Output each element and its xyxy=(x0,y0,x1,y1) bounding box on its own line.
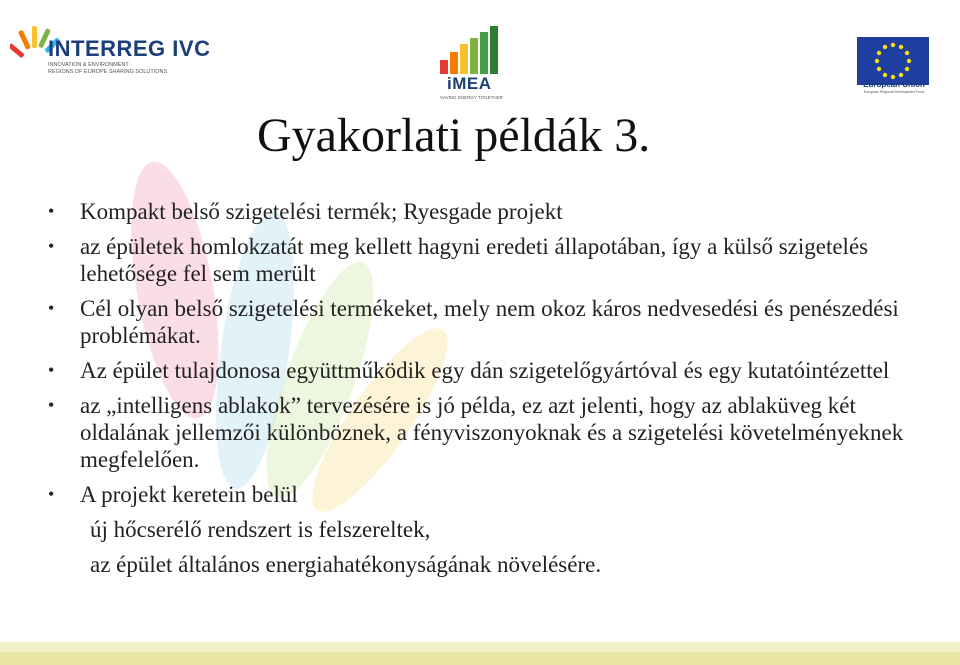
interreg-subtitle-line2: REGIONS OF EUROPE SHARING SOLUTIONS xyxy=(48,69,168,75)
sub-line: új hőcserélő rendszert is felszereltek, xyxy=(90,517,431,542)
interreg-title: INTERREG IVC xyxy=(48,36,211,61)
sub-line: az épület általános energiahatékonyságának növelésére. xyxy=(90,552,602,577)
imea-wordmark: iMEA xyxy=(447,74,492,93)
imea-bars-icon xyxy=(440,26,498,74)
imea-tagline: SAVING ENERGY TOGETHER xyxy=(440,95,503,100)
bullet-item xyxy=(48,198,938,225)
bullet-item xyxy=(48,481,938,508)
bullet-item xyxy=(48,392,938,473)
bullet-text: A projekt keretein belül xyxy=(80,482,298,507)
bullet-item xyxy=(48,233,938,287)
bullet-text: az épületek homlokzatát meg kellett hagyni eredeti állapotában, így a külső szigetelés lehetősége fel sem merült xyxy=(80,234,869,286)
bullet-text: Kompakt belső szigetelési termék; Ryesgade projekt xyxy=(80,199,563,224)
slide-content xyxy=(48,198,938,586)
bullet-dot-icon: • xyxy=(48,395,55,415)
eu-sublabel: European Regional Development Fund xyxy=(863,90,925,94)
bullet-text: az „intelligens ablakok” tervezésére is jó példa, ez azt jelenti, hogy az ablaküveg két oldalának jellemzői különböznek, a fényviszonyoknak és a szigetelési követelményeknek megfelelően. xyxy=(80,393,904,472)
interreg-subtitle xyxy=(48,62,167,76)
bullet-dot-icon: • xyxy=(48,236,55,256)
bullet-dot-icon: • xyxy=(48,298,55,318)
interreg-subtitle-line1: INNOVATION & ENVIRONMENT xyxy=(48,62,129,68)
bullet-text: Az épület tulajdonosa együttműködik egy dán szigetelőgyártóval és egy kutatóintézettel xyxy=(80,358,890,383)
bullet-dot-icon: • xyxy=(48,484,55,504)
bullet-dot-icon: • xyxy=(48,201,55,221)
bullet-dot-icon: • xyxy=(48,360,55,380)
bullet-text: Cél olyan belső szigetelési termékeket, mely nem okoz káros nedvesedési és penészedési problémákat. xyxy=(80,296,899,348)
bullet-item xyxy=(48,357,938,384)
slide-title: Gyakorlati példák 3. xyxy=(257,109,651,162)
eu-label: European Union xyxy=(863,80,925,89)
bullet-item xyxy=(48,295,938,349)
